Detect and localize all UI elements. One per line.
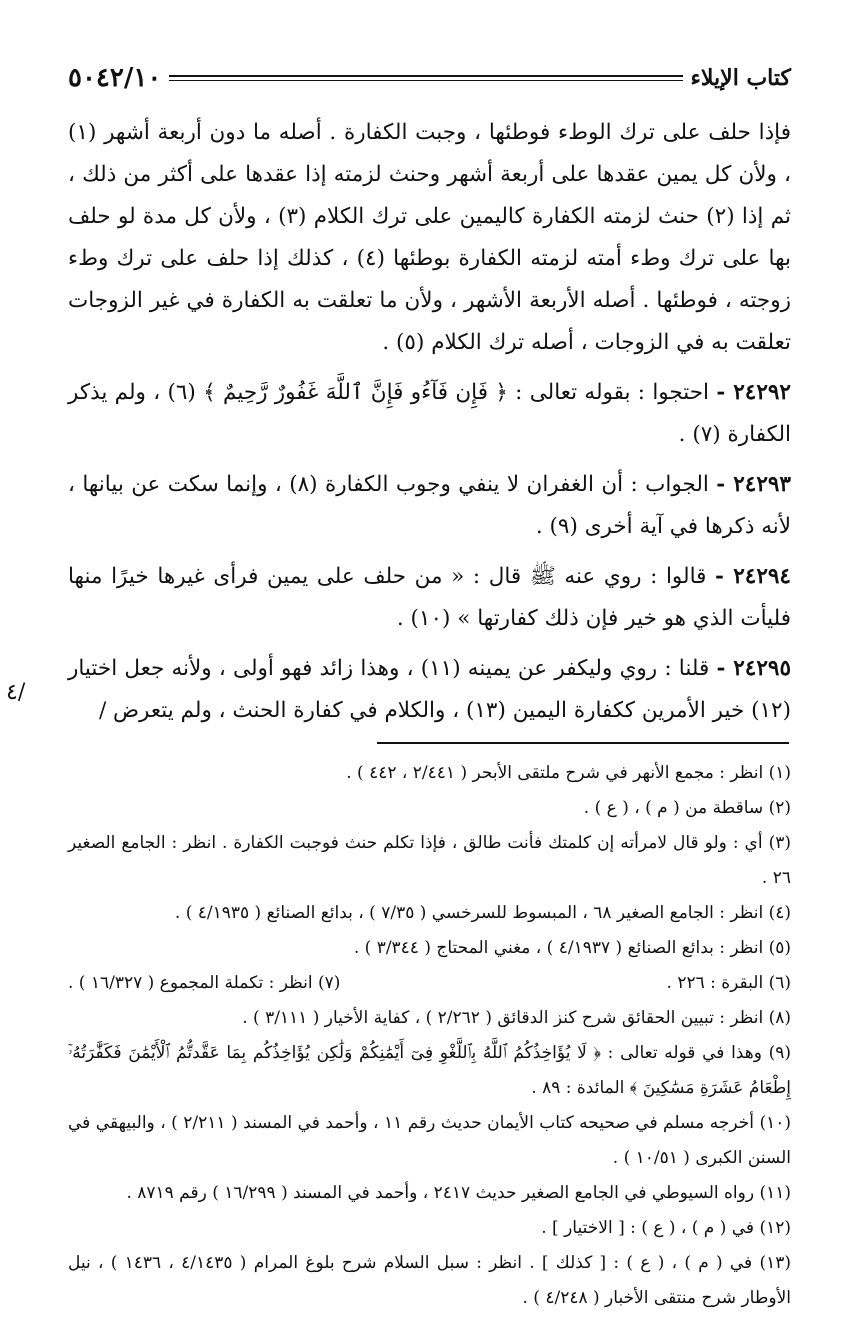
paragraph-number: ٢٤٢٩٥ - (716, 656, 791, 681)
footnote-pair (68, 966, 791, 1001)
footnote: (٦) البقرة : ٢٢٦ . (666, 973, 791, 993)
footnote: (١١) رواه السيوطي في الجامع الصغير حديث ٢٤١٧ ، وأحمد في المسند ( ١٦/٢٩٩ ) رقم ٨٧١٩ . (126, 1183, 791, 1203)
paragraph (68, 464, 791, 548)
footnote: (١) انظر : مجمع الأنهر في شرح ملتقى الأبحر ( ٢/٤٤١ ، ٤٤٢ ) . (346, 763, 791, 783)
footnote: (١٠) أخرجه مسلم في صحيحه كتاب الأيمان حديث رقم ١١ ، وأحمد في المسند ( ٢/٢١١ ) ، والبيهقي في السنن الكبرى ( ١٠/٥١ ) . (68, 1113, 791, 1168)
paragraph-text: قلنا : روي وليكفر عن يمينه (١١) ، وهذا زائد فهو أولى ، ولأنه جعل اختيار (١٢) خير الأمرين ككفارة اليمين (١٣) ، والكلام في كفارة الحنث ، ولم يتعرض / (68, 656, 791, 723)
margin-page-marker: ٤/ (6, 680, 26, 705)
paragraph-text: قالوا : روي عنه ﷺ قال : « من حلف على يمين فرأى غيرها خيرًا منها فليأت الذي هو خير فإن ذلك كفارتها » (١٠) . (68, 564, 791, 631)
footnote: (٣) أي : ولو قال لامرأته إن كلمتك فأنت طالق ، فإذا تكلم حنث فوجبت الكفارة . انظر : الجامع الصغير ٢٦ . (68, 833, 791, 888)
footnotes (68, 756, 791, 1316)
paragraph (68, 556, 791, 640)
main-text (68, 112, 791, 740)
footnote: (١٣) في ( م ) ، ( ع ) : [ كذلك ] . انظر : سبل السلام شرح بلوغ المرام ( ٤/١٤٣٥ ، ١٤٣٦ ) ، نيل الأوطار شرح منتقى الأخبار ( ٤/٢٤٨ ) . (68, 1253, 791, 1308)
paragraph-text: احتجوا : بقوله تعالى : ﴿ فَإِن فَآءُو فَإِنَّ ٱللَّهَ غَفُورٌ رَّحِيمٌ ﴾ (٦) ، ولم يذكر الكفارة (٧) . (68, 380, 791, 447)
page-header (68, 58, 791, 98)
footnote: (٨) انظر : تبيين الحقائق شرح كنز الدقائق ( ٢/٢٦٢ ) ، كفاية الأخيار ( ٣/١١١ ) . (242, 1008, 791, 1028)
footnote: (٢) ساقطة من ( م ) ، ( ع ) . (583, 798, 791, 818)
footnote: (١٢) في ( م ) ، ( ع ) : [ الاختيار ] . (541, 1218, 791, 1238)
page-number: ٥٠٤٢/١٠ (68, 63, 162, 93)
paragraph-number: ٢٤٢٩٤ - (715, 564, 791, 589)
paragraph-text: الجواب : أن الغفران لا ينفي وجوب الكفارة (٨) ، وإنما سكت عن بيانها ، لأنه ذكرها في آية أخرى (٩) . (68, 472, 791, 539)
header-rule (169, 75, 682, 81)
footnote-separator (377, 742, 789, 744)
paragraph-text: فإذا حلف على ترك الوطء فوطئها ، وجبت الكفارة . أصله ما دون أربعة أشهر (١) ، ولأن كل يمين عقدها على أربعة أشهر وحنث لزمته إذا عقدها على أكثر من ذلك ، ثم إذا (٢) حنث لزمته الكفارة كاليمين على ترك الكلام (٣) ، ولأن كل مدة لو حلف بها على ترك وطء أمته لزمته الكفارة بوطئها (٤) ، كذلك إذا حلف على ترك وطء زوجته ، فوطئها . أصله الأربعة الأشهر ، ولأن ما تعلقت به الكفارة في غير الزوجات تعلقت به في الزوجات ، أصله ترك الكلام (٥) . (68, 120, 791, 355)
paragraph-number: ٢٤٢٩٢ - (716, 380, 791, 405)
book-title: كتاب الإيلاء (690, 65, 791, 91)
footnote: (٧) انظر : تكملة المجموع ( ١٦/٣٢٧ ) . (68, 973, 341, 993)
footnote: (٤) انظر : الجامع الصغير ٦٨ ، المبسوط للسرخسي ( ٧/٣٥ ) ، بدائع الصنائع ( ٤/١٩٣٥ ) . (174, 903, 791, 923)
paragraph (68, 112, 791, 364)
paragraph-number: ٢٤٢٩٣ - (716, 472, 791, 497)
paragraph (68, 372, 791, 456)
footnote: (٩) وهذا في قوله تعالى : ﴿ لَا يُؤَاخِذُكُمُ ٱللَّهُ بِٱللَّغْوِ فِىٓ أَيْمَٰنِكُمْ وَلَٰكِن يُؤَاخِذُكُم بِمَا عَقَّدتُّمُ ٱلْأَيْمَٰنَ فَكَفَّٰرَتُهُۥٓ إِطْعَامُ عَشَرَةِ مَسَٰكِينَ ﴾ المائدة : ٨٩ . (68, 1043, 791, 1098)
footnote: (٥) انظر : بدائع الصنائع ( ٤/١٩٣٧ ) ، مغني المحتاج ( ٣/٣٤٤ ) . (353, 938, 791, 958)
paragraph (68, 648, 791, 732)
